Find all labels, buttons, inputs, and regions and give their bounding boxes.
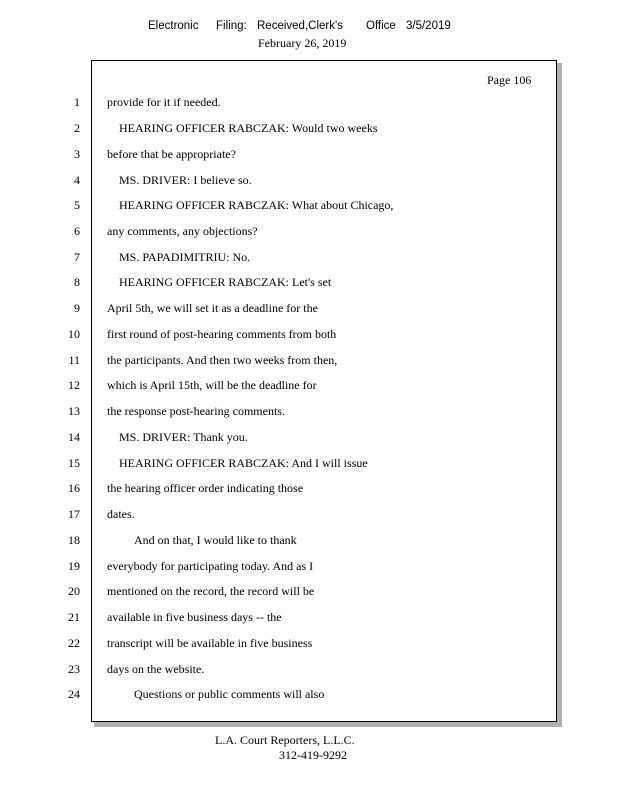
line-number: 5	[74, 198, 80, 212]
line-number: 14	[68, 430, 80, 444]
line-text: everybody for participating today. And as I	[107, 559, 314, 573]
line-text: HEARING OFFICER RABCZAK: And I will issue	[119, 456, 368, 470]
line-number: 7	[74, 250, 80, 264]
transcript-line	[0, 173, 618, 191]
line-text: which is April 15th, will be the deadline for	[107, 378, 317, 392]
reporter-phone: 312-419-9292	[279, 748, 347, 762]
filing-stamp-header	[0, 20, 618, 54]
line-number: 4	[74, 173, 80, 187]
transcript-line	[0, 121, 618, 139]
transcript-line	[0, 147, 618, 165]
transcript-line	[0, 662, 618, 680]
transcript-line	[0, 584, 618, 602]
line-number: 24	[68, 687, 80, 701]
transcript-line	[0, 533, 618, 551]
transcript-line	[0, 95, 618, 113]
line-text: Questions or public comments will also	[134, 687, 325, 701]
line-number: 10	[68, 327, 80, 341]
transcript-line	[0, 430, 618, 448]
line-text: transcript will be available in five business	[107, 636, 313, 650]
transcript-line	[0, 301, 618, 319]
stamp-office: Office	[366, 20, 396, 32]
line-number: 2	[74, 121, 80, 135]
line-text: before that be appropriate?	[107, 147, 236, 161]
transcript-line	[0, 224, 618, 242]
transcript-line	[0, 250, 618, 268]
line-number: 13	[68, 404, 80, 418]
document-date: February 26, 2019	[258, 36, 347, 50]
line-number: 1	[74, 95, 80, 109]
line-number: 20	[68, 584, 80, 598]
line-text: available in five business days -- the	[107, 610, 282, 624]
transcript-line	[0, 687, 618, 705]
transcript-line	[0, 481, 618, 499]
line-number: 19	[68, 559, 80, 573]
line-number: 17	[68, 507, 80, 521]
line-number: 6	[74, 224, 80, 238]
transcript-line	[0, 404, 618, 422]
line-number: 11	[68, 353, 80, 367]
line-text: HEARING OFFICER RABCZAK: What about Chicago,	[119, 198, 394, 212]
stamp-electronic: Electronic	[148, 20, 199, 32]
line-number: 15	[68, 456, 80, 470]
line-number: 16	[68, 481, 80, 495]
line-number: 21	[68, 610, 80, 624]
line-text: And on that, I would like to thank	[134, 533, 297, 547]
transcript-line	[0, 378, 618, 396]
transcript-line	[0, 636, 618, 654]
line-number: 12	[68, 378, 80, 392]
line-number: 3	[74, 147, 80, 161]
line-text: days on the website.	[107, 662, 205, 676]
line-number: 9	[74, 301, 80, 315]
stamp-filing: Filing:	[216, 20, 247, 32]
transcript-line	[0, 610, 618, 628]
stamp-received: Received,Clerk's	[257, 20, 343, 32]
stamp-file-date: 3/5/2019	[406, 20, 451, 32]
transcript-line	[0, 559, 618, 577]
line-text: mentioned on the record, the record will be	[107, 584, 315, 598]
transcript-line	[0, 327, 618, 345]
line-text: HEARING OFFICER RABCZAK: Would two weeks	[119, 121, 378, 135]
line-text: any comments, any objections?	[107, 224, 258, 238]
line-text: the hearing officer order indicating those	[107, 481, 304, 495]
line-text: MS. DRIVER: I believe so.	[119, 173, 252, 187]
line-text: dates.	[107, 507, 135, 521]
reporter-company: L.A. Court Reporters, L.L.C.	[215, 733, 355, 747]
transcript-line	[0, 353, 618, 371]
transcript-line	[0, 198, 618, 216]
line-text: first round of post-hearing comments from both	[107, 327, 337, 341]
line-text: the response post-hearing comments.	[107, 404, 285, 418]
line-number: 18	[68, 533, 80, 547]
line-text: MS. PAPADIMITRIU: No.	[119, 250, 251, 264]
line-text: MS. DRIVER: Thank you.	[119, 430, 248, 444]
line-text: April 5th, we will set it as a deadline for the	[107, 301, 318, 315]
line-text: the participants. And then two weeks from then,	[107, 353, 338, 367]
page-number: Page 106	[487, 73, 532, 87]
transcript-line	[0, 275, 618, 293]
transcript-line	[0, 507, 618, 525]
line-number: 23	[68, 662, 80, 676]
line-text: HEARING OFFICER RABCZAK: Let's set	[119, 275, 332, 289]
transcript-line	[0, 456, 618, 474]
line-number: 22	[68, 636, 80, 650]
line-text: provide for it if needed.	[107, 95, 221, 109]
line-number: 8	[74, 275, 80, 289]
